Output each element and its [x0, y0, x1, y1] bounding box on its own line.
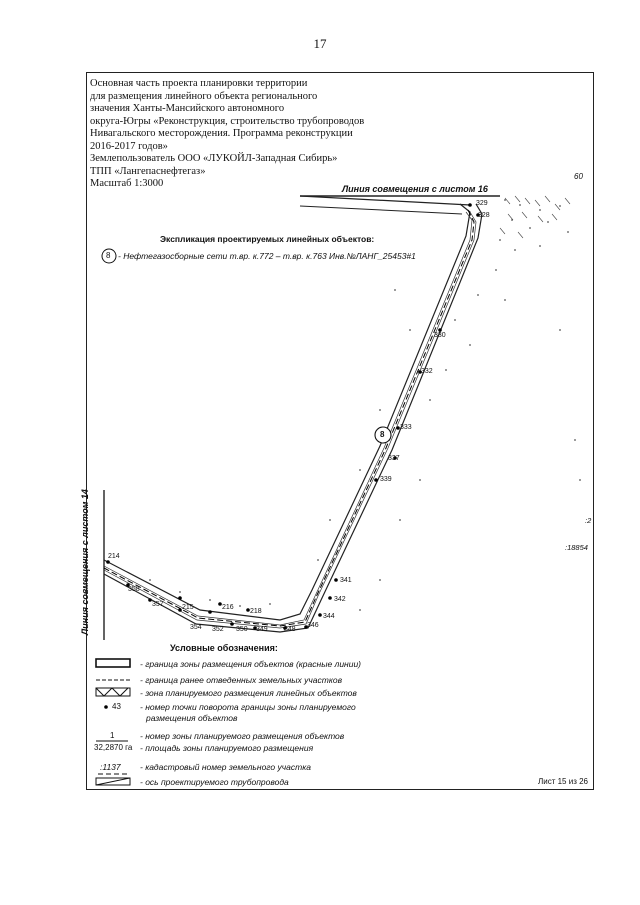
turning-points: [106, 203, 480, 630]
point-label: 341: [340, 577, 352, 584]
legend-item: - граница зоны размещения объектов (красные линии): [140, 659, 362, 669]
point-label: 350: [236, 626, 248, 633]
legend-point-symbol: [104, 705, 108, 709]
point-label: 337: [388, 455, 400, 462]
legend-axis-symbol: [96, 778, 130, 785]
terrain-hatch: [500, 196, 570, 238]
point-label: 357: [152, 601, 164, 608]
point-label: 344: [323, 613, 335, 620]
point-label: 329: [476, 200, 488, 207]
point-label: 333: [400, 424, 412, 431]
corridor-lines: [104, 212, 476, 628]
point-label: 328: [478, 212, 490, 219]
legend-title: Условные обозначения:: [170, 643, 278, 653]
point-label: 352: [212, 626, 224, 633]
point-label: 346: [307, 622, 319, 629]
point-label: 214: [108, 553, 120, 560]
explication-item: - Нефтегазосборные сети т.вр. к.772 – т.вр. к.763 Инв.№ЛАНГ_25453#1: [118, 251, 416, 261]
legend-sample-zone: 1: [110, 731, 115, 740]
point-label: 354: [190, 624, 202, 631]
legend-item: - граница ранее отведенных земельных участков: [140, 675, 343, 685]
tpp-line: ТПП «Лангепаснефтегаз»: [90, 165, 206, 177]
corner-label: 60: [574, 172, 583, 181]
sheet-number: Лист 15 из 26: [538, 777, 588, 786]
point-label: 349: [256, 626, 268, 633]
point-label: 216: [222, 604, 234, 611]
point-label: 330: [434, 332, 446, 339]
legend-item: размещения объектов: [146, 713, 238, 723]
page-number: 17: [313, 36, 327, 51]
legend-item: - номер зоны планируемого размещения объектов: [140, 731, 345, 741]
point-label: 218: [250, 608, 262, 615]
legend-item: - кадастровый номер земельного участка: [140, 762, 311, 772]
point-label: 215: [182, 604, 194, 611]
legend-sample-area: 32,2870 га: [94, 743, 133, 752]
legend-item: - ось проектируемого трубопровода: [140, 777, 289, 787]
explication-zone-number: 8: [106, 251, 111, 260]
title-line: значения Ханты-Мансийского автономного: [90, 103, 285, 114]
land-user-line: Землепользователь ООО «ЛУКОЙЛ-Западная Сибирь»: [90, 153, 338, 164]
point-label: 332: [421, 368, 433, 375]
match-line-left-label: Линия совмещения с листом 14: [80, 489, 90, 635]
explication-title: Экспликация проектируемых линейных объектов:: [160, 234, 375, 244]
cadastral-label: :18854: [565, 543, 588, 552]
match-line-top-label: Линия совмещения с листом 16: [342, 184, 488, 194]
legend-zone-symbol: [96, 688, 130, 696]
title-line: округа-Югры «Реконструкция, строительство трубопроводов: [90, 115, 365, 127]
legend-item: - площадь зоны планируемого размещения: [140, 743, 314, 753]
point-label: 348: [284, 626, 296, 633]
title-line: Нивагальского месторождения. Программа реконструкции: [90, 128, 353, 139]
point-label: 339: [380, 476, 392, 483]
legend-item: - зона планируемого размещения линейных объектов: [140, 688, 357, 698]
zone-number-label: 8: [380, 430, 385, 439]
legend-red-line-symbol: [96, 659, 130, 667]
title-line: 2016-2017 годов»: [90, 140, 168, 152]
legend-sample-point: 43: [112, 702, 121, 711]
point-label: 342: [334, 596, 346, 603]
zone-boundary: [104, 196, 482, 632]
point-label: 358: [128, 586, 140, 593]
pipeline-axis: [104, 210, 474, 626]
legend-sample-cadastral: :1137: [100, 762, 121, 772]
scale-line: Масштаб 1:3000: [90, 178, 164, 189]
legend-item: - номер точки поворота границы зоны планируемого: [140, 702, 356, 712]
title-line: для размещения линейного объекта регионального: [90, 90, 318, 102]
edge-mark: :2: [585, 516, 592, 525]
title-line: Основная часть проекта планировки территории: [90, 78, 308, 89]
